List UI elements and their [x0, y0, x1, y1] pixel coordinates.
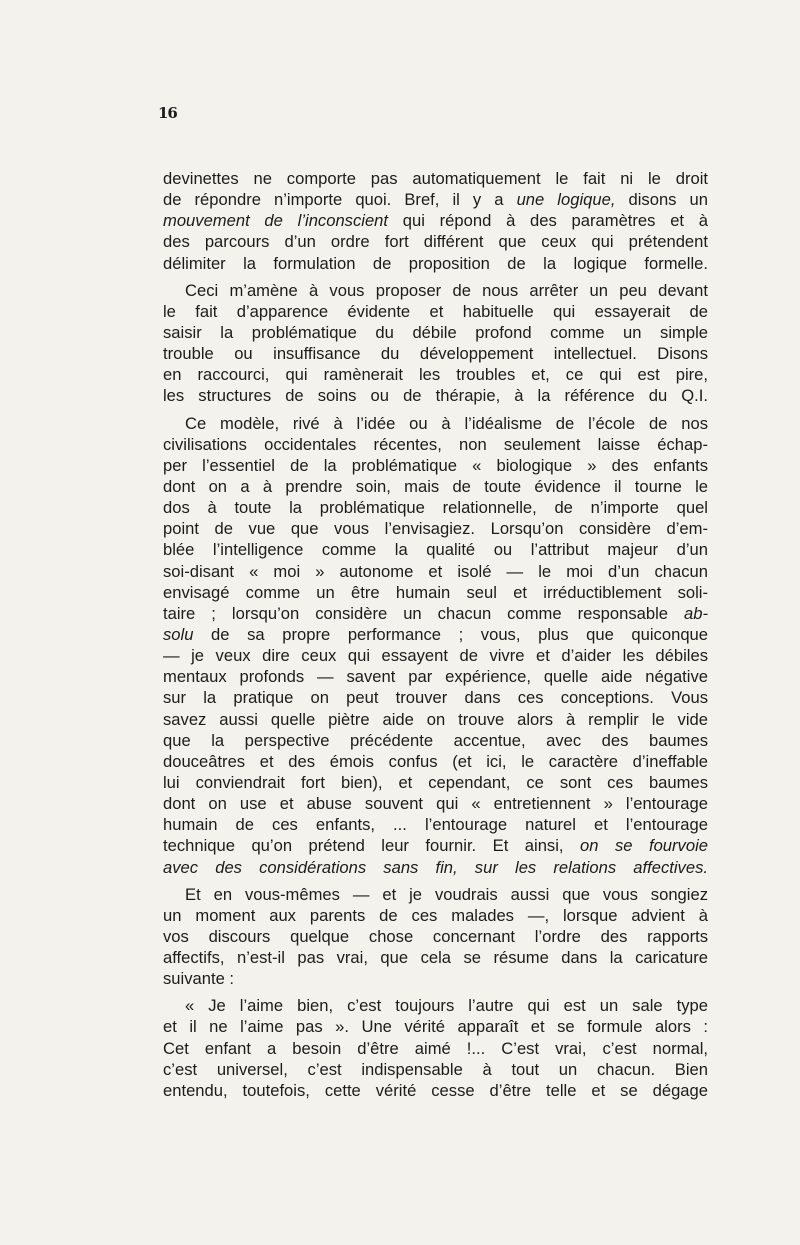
text-run: dos à toute la problématique relationnelle, de n’importe quel — [163, 498, 708, 518]
text-line — [163, 253, 708, 274]
text-run: Et en vous-mêmes — et je voudrais aussi que vous songiez — [185, 884, 708, 904]
italic-text: avec des considérations sans fin, sur les relations affectives. — [163, 857, 708, 877]
text-run: dont on a à prendre soin, mais de toute évidence il tourne le — [163, 476, 708, 496]
text-run: de sa propre performance ; vous, plus que quiconque — [193, 624, 708, 644]
page-number: 16 — [158, 104, 177, 122]
text-line — [163, 434, 708, 455]
text-run: technique qu’on prétend leur fournir. Et ainsi, — [163, 836, 581, 856]
text-line — [163, 168, 708, 189]
text-run: saisir la problématique du débile profond comme un simple — [163, 322, 708, 342]
text-line — [163, 772, 708, 793]
paragraph — [163, 413, 708, 878]
text-line — [163, 413, 708, 434]
text-run: savez aussi quelle piètre aide on trouve alors à remplir le vide — [163, 709, 708, 729]
text-line — [163, 301, 708, 322]
text-line — [163, 730, 708, 751]
text-line — [163, 561, 708, 582]
text-run: entendu, toutefois, cette vérité cesse d’être telle et se dégage — [163, 1080, 708, 1100]
text-line — [163, 231, 708, 252]
text-run: vos discours quelque chose concernant l’ordre des rapports — [163, 926, 708, 946]
text-line — [163, 1080, 708, 1101]
text-line — [163, 280, 708, 301]
text-run: délimiter la formulation de proposition de la logique formelle. — [163, 253, 708, 273]
text-line — [163, 364, 708, 385]
text-run: disons un — [615, 190, 708, 210]
text-run: le fait d’apparence évidente et habituelle qui essayerait de — [163, 301, 708, 321]
italic-text: on se fourvoie — [580, 836, 708, 856]
text-line — [163, 603, 708, 624]
text-run: et il ne l’aime pas ». Une vérité apparaît et se formule alors : — [163, 1017, 708, 1037]
text-run: des parcours d’un ordre fort différent que ceux qui prétendent — [163, 232, 708, 252]
text-line — [163, 666, 708, 687]
text-run: « Je l’aime bien, c’est toujours l’autre qui est un sale type — [185, 996, 708, 1016]
text-run: taire ; lorsqu’on considère un chacun comme responsable — [163, 603, 685, 623]
text-run: trouble ou insuffisance du développement intellectuel. Disons — [163, 344, 708, 364]
paragraph — [163, 995, 708, 1101]
text-run: civilisations occidentales récentes, non seulement laisse échap- — [163, 434, 708, 454]
text-run: soi-disant « moi » autonome et isolé — le moi d’un chacun — [163, 561, 708, 581]
text-line — [163, 905, 708, 926]
text-run: Ceci m’amène à vous proposer de nous arrêter un peu devant — [185, 280, 708, 300]
text-line — [163, 687, 708, 708]
text-line — [163, 518, 708, 539]
text-line — [163, 884, 708, 905]
text-line — [163, 1016, 708, 1037]
text-run: qui répond à des paramètres et à — [388, 211, 709, 231]
text-run: douceâtres et des émois confus (et ici, le caractère d’ineffable — [163, 751, 708, 771]
text-run: en raccourci, qui ramènerait les troubles et, ce qui est pire, — [163, 365, 708, 385]
text-run: humain de ces enfants, ... l’entourage naturel et l’entourage — [163, 815, 708, 835]
text-run: Ce modèle, rivé à l’idée ou à l’idéalisme de l’école de nos — [185, 413, 708, 433]
text-line — [163, 968, 708, 989]
text-run: les structures de soins ou de thérapie, à la référence du Q.I. — [163, 386, 708, 406]
text-run: suivante : — [163, 969, 235, 989]
paragraph — [163, 884, 708, 990]
text-line — [163, 210, 708, 231]
text-line — [163, 1059, 708, 1080]
text-line — [163, 709, 708, 730]
text-run: envisagé comme un être humain seul et irréductiblement soli- — [163, 582, 708, 602]
text-line — [163, 995, 708, 1016]
body-text — [163, 168, 708, 1101]
italic-text: solu — [163, 624, 194, 644]
text-line — [163, 1038, 708, 1059]
text-run: sur la pratique on peut trouver dans ces conceptions. Vous — [163, 688, 708, 708]
text-run: affectifs, n’est-il pas vrai, que cela se résume dans la caricature — [163, 948, 708, 968]
text-line — [163, 455, 708, 476]
text-line — [163, 476, 708, 497]
text-run: que la perspective précédente accentue, avec des baumes — [163, 730, 708, 750]
italic-text: ab- — [684, 603, 708, 623]
text-line — [163, 947, 708, 968]
text-run: dont on use et abuse souvent qui « entretiennent » l’entourage — [163, 794, 708, 814]
text-line — [163, 814, 708, 835]
text-run: — je veux dire ceux qui essayent de vivre et d’aider les débiles — [163, 646, 708, 666]
paragraph — [163, 168, 708, 274]
text-run: devinettes ne comporte pas automatiquement le fait ni le droit — [163, 169, 708, 188]
text-line — [163, 582, 708, 603]
text-line — [163, 343, 708, 364]
text-run: per l’essentiel de la problématique « biologique » des enfants — [163, 455, 708, 475]
text-run: Cet enfant a besoin d’être aimé !... C’est vrai, c’est normal, — [163, 1038, 708, 1058]
text-line — [163, 751, 708, 772]
text-line — [163, 322, 708, 343]
italic-text: une logique, — [516, 190, 616, 210]
text-run: point de vue que vous l’envisagiez. Lorsqu’on considère d’em- — [163, 519, 708, 539]
text-run: lui conviendrait fort bien), et cependant, ce sont ces baumes — [163, 772, 708, 792]
text-line — [163, 645, 708, 666]
text-run: c’est universel, c’est indispensable à tout un chacun. Bien — [163, 1059, 708, 1079]
paragraph — [163, 280, 708, 407]
text-run: de répondre n’importe quoi. Bref, il y a — [163, 190, 517, 210]
text-line — [163, 857, 708, 878]
text-run: mentaux profonds — savent par expérience, quelle aide négative — [163, 667, 708, 687]
text-run: un moment aux parents de ces malades —, lorsque advient à — [163, 905, 708, 925]
text-line — [163, 539, 708, 560]
text-line — [163, 926, 708, 947]
text-line — [163, 497, 708, 518]
text-line — [163, 793, 708, 814]
italic-text: mouvement de l’inconscient — [163, 211, 389, 231]
text-run: blée l’intelligence comme la qualité ou l’attribut majeur d’un — [163, 540, 708, 560]
text-line — [163, 624, 708, 645]
text-line — [163, 835, 708, 856]
text-line — [163, 189, 708, 210]
text-line — [163, 385, 708, 406]
